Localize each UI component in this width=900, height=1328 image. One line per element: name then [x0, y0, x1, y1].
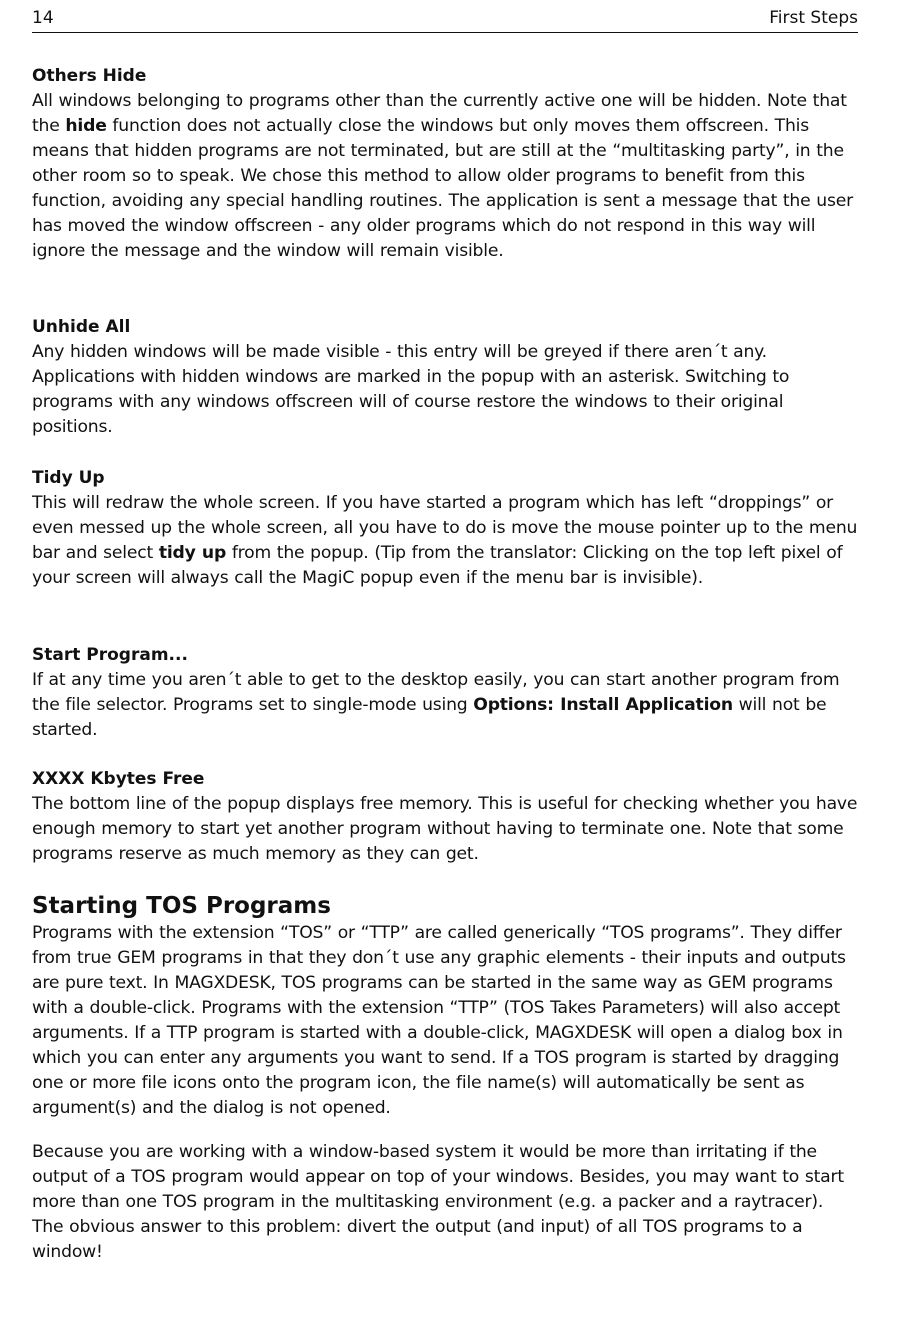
- section-paragraph: [32, 491, 860, 591]
- section-others-hide: [32, 64, 860, 264]
- text-run: All windows belonging to programs other than the currently active one will be hidden. Note that the: [32, 91, 847, 136]
- section-unhide-all: [32, 315, 860, 440]
- section-heading: Tidy Up: [32, 468, 105, 488]
- section-heading: XXXX Kbytes Free: [32, 769, 205, 789]
- section-start-program: [32, 643, 860, 743]
- text-run: This will redraw the whole screen. If you have started a program which has left “droppings” or even messed up the whole screen, all you have to do is move the mouse pointer up to the menu bar and select: [32, 493, 858, 563]
- section-heading: Others Hide: [32, 66, 147, 86]
- bold-term: Options: Install Application: [473, 695, 733, 715]
- page-header: [32, 6, 858, 33]
- section-tidy-up: [32, 466, 860, 591]
- chapter-title: First Steps: [769, 8, 858, 28]
- section-paragraph: Any hidden windows will be made visible - this entry will be greyed if there aren´t any. Applications with hidden windows are marked in the popup with an asterisk. Switching to programs with any windows offscreen will of course restore the windows to their original positions.: [32, 342, 790, 437]
- section-paragraph: Programs with the extension “TOS” or “TTP” are called generically “TOS programs”. They differ from true GEM programs in that they don´t use any graphic elements - their inputs and outputs are pure text. In MAGXDESK, TOS programs can be started in the same way as GEM programs with a double-click. Programs with the extension “TTP” (TOS Takes Parameters) will also accept arguments. If a TTP program is started with a double-click, MAGXDESK will open a dialog box in which you can enter any arguments you want to send. If a TOS program is started by dragging one or more file icons onto the program icon, the file name(s) will automatically be sent as argument(s) and the dialog is not opened.: [32, 923, 846, 1118]
- text-run: from the popup. (Tip from the translator: Clicking on the top left pixel of your screen will always call the MagiC popup even if the menu bar is invisible).: [32, 543, 843, 588]
- text-run: will not be started.: [32, 695, 827, 740]
- section-paragraph: [32, 668, 860, 743]
- text-run: If at any time you aren´t able to get to the desktop easily, you can start another program from the file selector. Programs set to single-mode using: [32, 670, 840, 715]
- section-tos-window-paragraph: [32, 1140, 860, 1265]
- section-paragraph: [32, 89, 860, 264]
- section-paragraph: The bottom line of the popup displays free memory. This is useful for checking whether you have enough memory to start yet another program without having to terminate one. Note that some programs reserve as much memory as they can get.: [32, 794, 858, 864]
- section-heading: Unhide All: [32, 317, 131, 337]
- section-title: Starting TOS Programs: [32, 893, 331, 919]
- section-heading: Start Program...: [32, 645, 188, 665]
- page-number: 14: [32, 8, 54, 28]
- section-paragraph: Because you are working with a window-based system it would be more than irritating if the output of a TOS program would appear on top of your windows. Besides, you may want to start more than one TOS program in the multitasking environment (e.g. a packer and a raytracer). The obvious answer to this problem: divert the output (and input) of all TOS programs to a window!: [32, 1142, 844, 1262]
- bold-term: tidy up: [158, 543, 227, 563]
- bold-term: hide: [65, 116, 107, 136]
- section-kbytes-free: [32, 767, 860, 867]
- text-run: function does not actually close the windows but only moves them offscreen. This means that hidden programs are not terminated, but are still at the “multitasking party”, in the other room so to speak. We chose this method to allow older programs to benefit from this function, avoiding any special handling routines. The application is sent a message that the user has moved the window offscreen - any older programs which do not respond in this way will ignore the message and the window will remain visible.: [32, 116, 853, 261]
- section-starting-tos-programs: [32, 891, 860, 1121]
